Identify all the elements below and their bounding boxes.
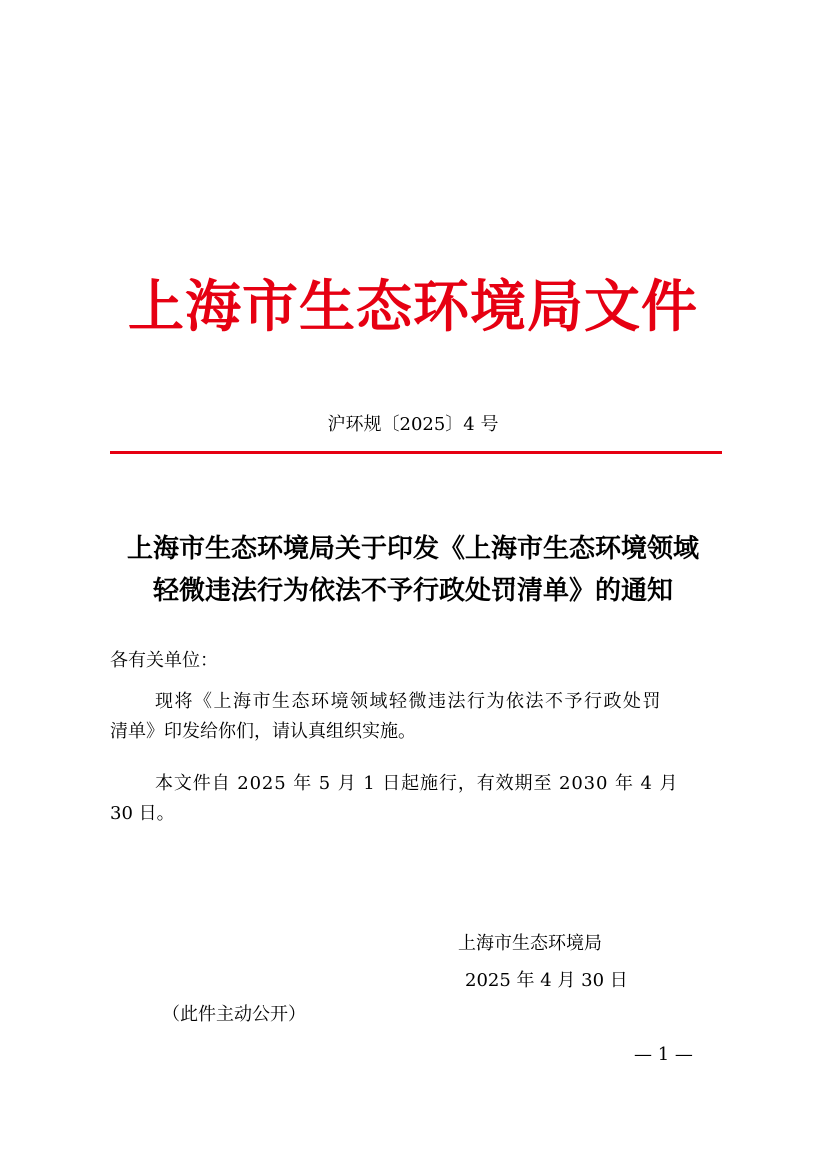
salutation: 各有关单位： <box>110 650 218 671</box>
signature-date: 2025 年 4 月 30 日 <box>465 970 628 991</box>
paragraph-1-line-1: 现将《上海市生态环境领域轻微违法行为依法不予行政处罚 <box>155 691 662 712</box>
notice-title-line-2: 轻微违法行为依法不予行政处罚清单》的通知 <box>152 576 673 606</box>
paragraph-2-line-1: 本文件自 2025 年 5 月 1 日起施行，有效期至 2030 年 4 月 <box>155 773 679 794</box>
disclosure-note: （此件主动公开） <box>162 1004 306 1025</box>
notice-title-line-1: 上海市生态环境局关于印发《上海市生态环境领域 <box>126 534 699 564</box>
notice-title <box>100 528 726 612</box>
masthead-title: 上海市生态环境局文件 <box>128 274 698 340</box>
body-paragraph-2 <box>110 769 722 829</box>
red-separator-line <box>110 451 722 454</box>
paragraph-2-line-2: 30 日。 <box>110 803 175 824</box>
signature-organization: 上海市生态环境局 <box>458 933 602 954</box>
paragraph-1-line-2: 清单》印发给你们，请认真组织实施。 <box>110 721 416 742</box>
body-paragraph-1 <box>110 687 722 747</box>
document-number: 沪环规〔2025〕4 号 <box>327 414 499 435</box>
page-number: — 1 — <box>634 1044 693 1065</box>
